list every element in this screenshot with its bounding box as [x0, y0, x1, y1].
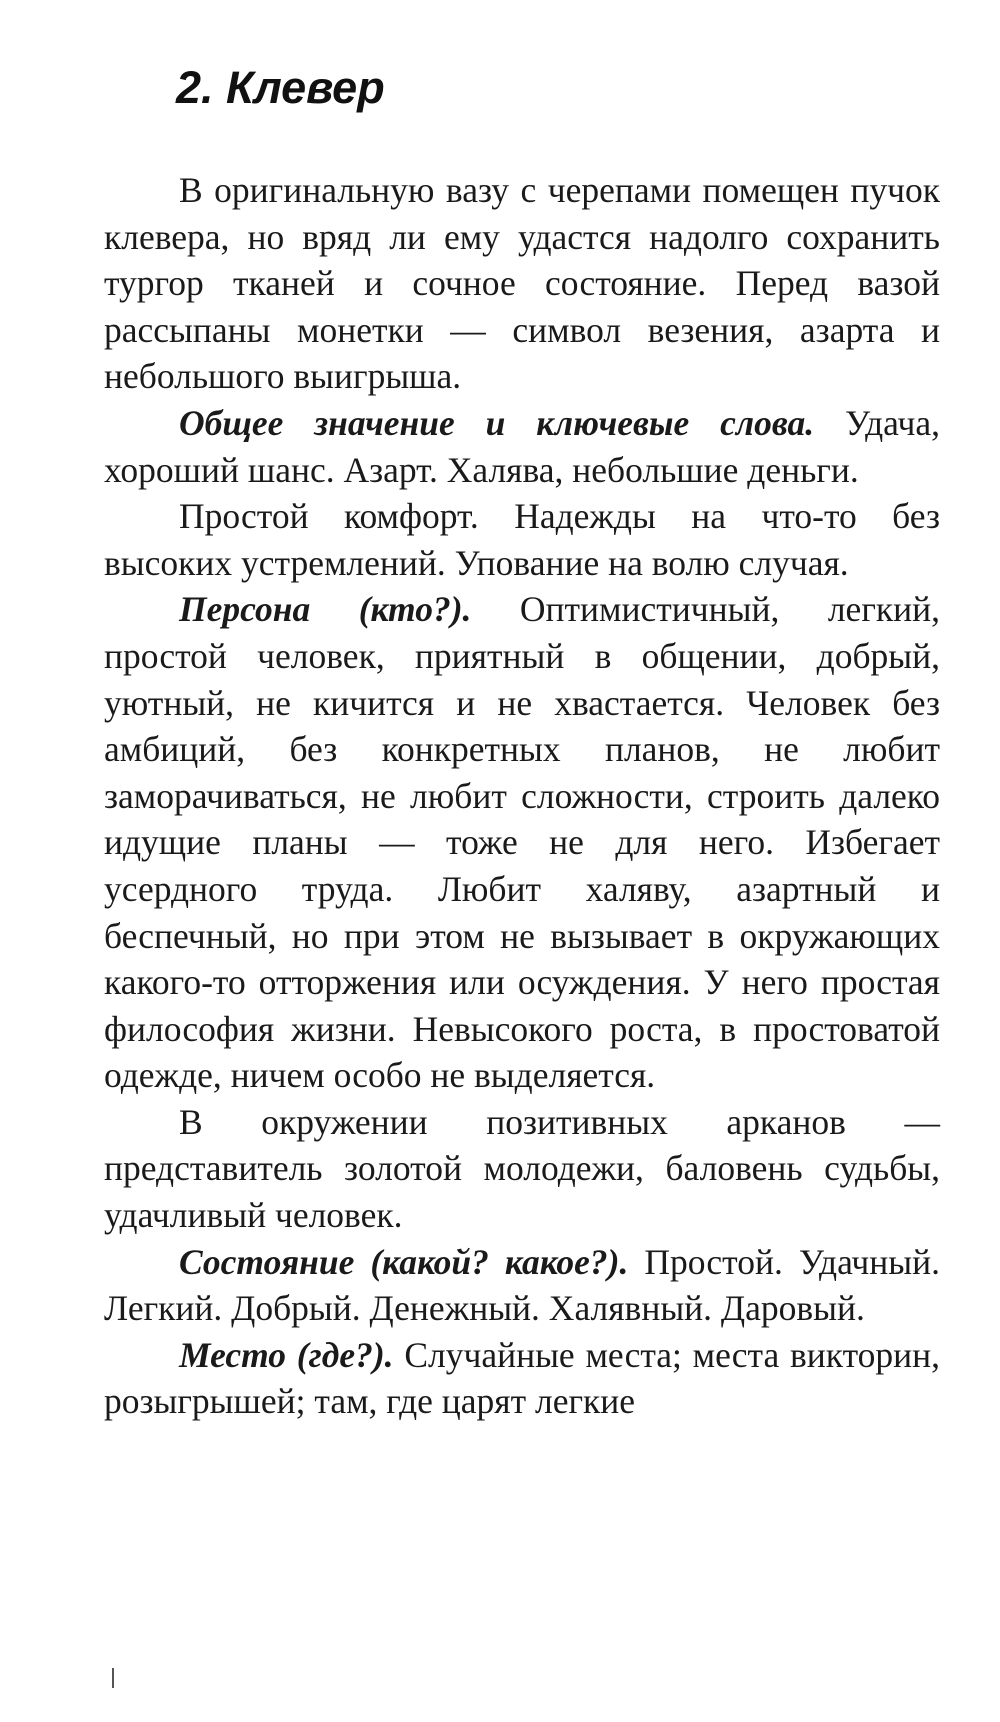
paragraph-state — [104, 1239, 940, 1332]
paragraph-text: Оптимистичный, легкий, простой человек, приятный в общении, добрый, уютный, не кичится и не хвастается. Человек без амбиций, без конкретных планов, не любит заморачиваться, не любит сложности, строить далеко идущие планы — тоже не для него. Избегает усердного труда. Любит халяву, азартный и беспечный, но при этом не вызывает в окружающих какого-то отторжения или осуждения. У него простая философия жизни. Невысокого роста, в простоватой одежде, ничем особо не выделяется. — [104, 589, 940, 1096]
paragraph-text: В окружении позитивных арканов — представитель золотой молодежи, баловень судьбы, удачливый человек. — [104, 1101, 940, 1236]
paragraph-place — [104, 1332, 940, 1425]
paragraph-lead: Общее значение и ключевые слова. — [179, 402, 815, 443]
paragraph-lead: Персона (кто?). — [179, 589, 472, 630]
body-text — [104, 167, 940, 1425]
paragraph-lead: Место (где?). — [179, 1334, 394, 1375]
paragraph-general-meaning — [104, 400, 940, 493]
paragraph-text: Простой. Удачный. Легкий. Добрый. Денежный. Халявный. Даровый. — [104, 1241, 940, 1329]
paragraph-lead: Состояние (какой? какое?). — [179, 1241, 629, 1282]
paragraph-text: Удача, хороший шанс. Азарт. Халява, небольшие деньги. — [104, 402, 940, 490]
paragraph-surroundings — [104, 1099, 940, 1239]
section-heading: 2. Клевер — [176, 62, 385, 113]
paragraph-text: Простой комфорт. Надежды на что-то без высоких устремлений. Упование на волю случая. — [104, 496, 940, 583]
paragraph-text: В оригинальную вазу с черепами помещен пучок клевера, но вряд ли ему удастся надолго сохранить тургор тканей и сочное состояние. Перед вазой рассыпаны монетки — символ везения, азарта и небольшого выигрыша. — [104, 170, 940, 397]
paragraph-description — [104, 167, 940, 400]
page-edge-mark — [112, 1668, 114, 1688]
paragraph-persona — [104, 586, 940, 1099]
paragraph-text: Случайные места; места викторин, розыгрышей; там, где царят легкие — [104, 1334, 940, 1422]
paragraph-comfort — [104, 493, 940, 586]
